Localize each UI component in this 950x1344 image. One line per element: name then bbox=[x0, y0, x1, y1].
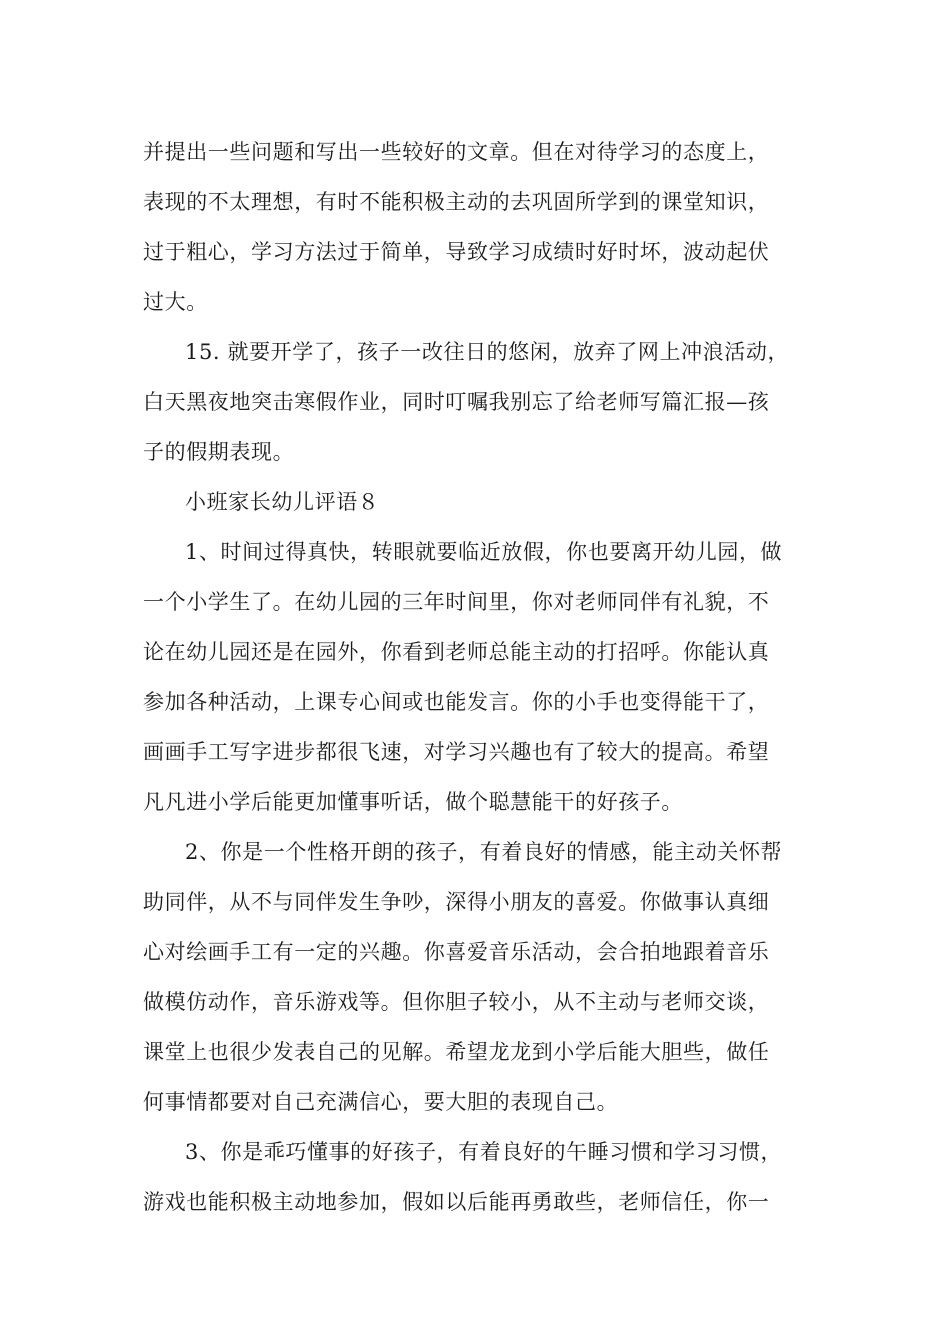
paragraph-item-3 bbox=[143, 1127, 813, 1227]
text-line: 凡凡进小学后能更加懂事听话，做个聪慧能干的好孩子。 bbox=[143, 790, 683, 814]
text-line: 参加各种活动，上课专心间或也能发言。你的小手也变得能干了， bbox=[143, 690, 770, 714]
heading-line: 小班家长幼儿评语８ bbox=[185, 490, 380, 514]
text-line: 课堂上也很少发表自己的见解。希望龙龙到小学后能大胆些，做任 bbox=[143, 1040, 770, 1064]
text-line: 一个小学生了。在幼儿园的三年时间里，你对老师同伴有礼貌，不 bbox=[143, 590, 770, 614]
text-line: 过大。 bbox=[143, 290, 208, 314]
text-line: 白天黑夜地突击寒假作业，同时叮嘱我别忘了给老师写篇汇报—孩 bbox=[143, 390, 770, 414]
text-line: 游戏也能积极主动地参加，假如以后能再勇敢些，老师信任，你一 bbox=[143, 1190, 770, 1214]
text-line: 3、你是乖巧懂事的好孩子，有着良好的午睡习惯和学习习惯， bbox=[185, 1140, 783, 1164]
text-line: 表现的不太理想，有时不能积极主动的去巩固所学到的课堂知识， bbox=[143, 190, 770, 214]
text-line: 15. 就要开学了，孩子一改往日的悠闲，放弃了网上冲浪活动， bbox=[185, 340, 790, 364]
text-line: 子的假期表现。 bbox=[143, 440, 295, 464]
paragraph-item-2 bbox=[143, 827, 813, 1127]
paragraph-continuation bbox=[143, 127, 813, 327]
text-line: 助同伴，从不与同伴发生争吵，深得小朋友的喜爱。你做事认真细 bbox=[143, 890, 770, 914]
text-line: 论在幼儿园还是在园外，你看到老师总能主动的打招呼。你能认真 bbox=[143, 640, 770, 664]
text-line: 并提出一些问题和写出一些较好的文章。但在对待学习的态度上， bbox=[143, 140, 770, 164]
paragraph-item-1 bbox=[143, 527, 813, 827]
text-line: 画画手工写字进步都很飞速，对学习兴趣也有了较大的提高。希望 bbox=[143, 740, 770, 764]
text-line: 心对绘画手工有一定的兴趣。你喜爱音乐活动，会合拍地跟着音乐 bbox=[143, 940, 770, 964]
section-heading bbox=[143, 477, 813, 527]
document-body bbox=[143, 127, 813, 1227]
text-line: 1、时间过得真快，转眼就要临近放假，你也要离开幼儿园，做 bbox=[185, 540, 783, 564]
text-line: 过于粗心，学习方法过于简单，导致学习成绩时好时坏，波动起伏 bbox=[143, 240, 770, 264]
text-line: 何事情都要对自己充满信心，要大胆的表现自己。 bbox=[143, 1090, 619, 1114]
paragraph-item-15 bbox=[143, 327, 813, 477]
text-line: 做模仿动作，音乐游戏等。但你胆子较小，从不主动与老师交谈， bbox=[143, 990, 770, 1014]
text-line: 2、你是一个性格开朗的孩子，有着良好的情感，能主动关怀帮 bbox=[185, 840, 783, 864]
